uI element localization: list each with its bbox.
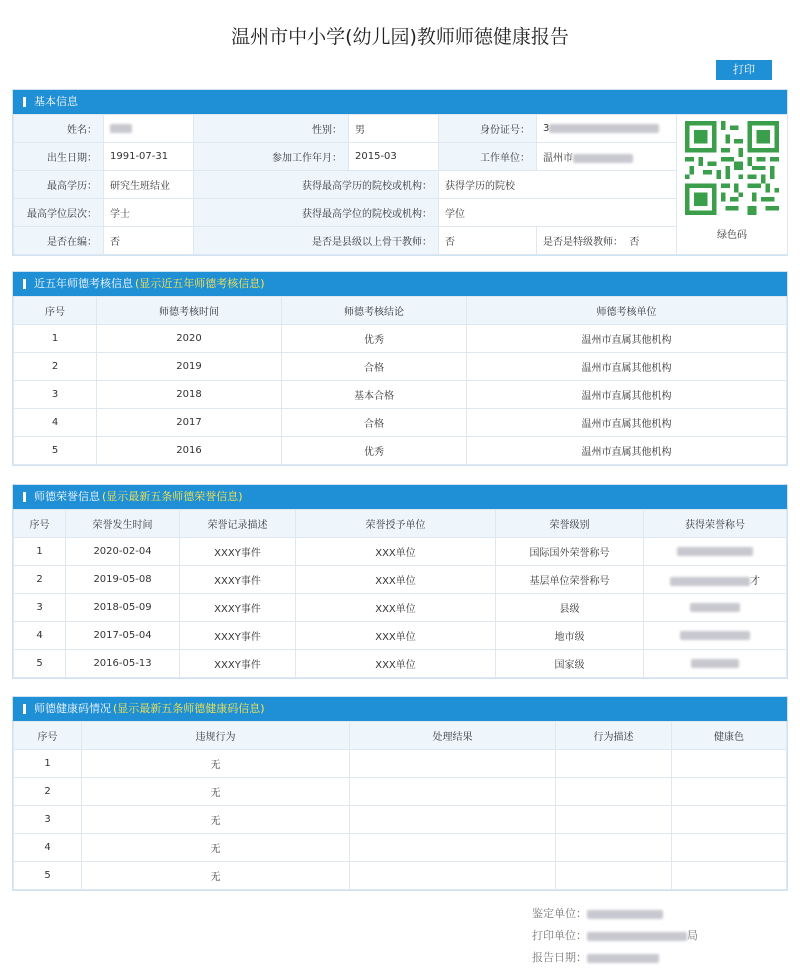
table-cell: XXX单位 — [296, 538, 496, 566]
table-cell — [350, 778, 556, 806]
edu-label: 最高学历： — [14, 171, 104, 199]
table-cell: 合格 — [282, 353, 467, 381]
birth-value: 1991-07-31 — [104, 143, 194, 171]
degree-school-value: 学位 — [439, 199, 677, 227]
table-row — [14, 381, 787, 409]
column-header: 健康色 — [672, 722, 787, 750]
table-cell: 优秀 — [282, 325, 467, 353]
table-row — [14, 778, 787, 806]
name-value — [104, 115, 194, 143]
table-cell: 国家级 — [496, 650, 644, 678]
table-cell: XXXY事件 — [180, 622, 296, 650]
report-footer — [532, 903, 698, 969]
health-hint: (显示最新五条师德健康码信息) — [113, 702, 265, 715]
table-cell: XXX单位 — [296, 622, 496, 650]
print-button[interactable]: 打印 — [716, 60, 772, 80]
table-row — [14, 622, 787, 650]
degree-label: 最高学位层次： — [14, 199, 104, 227]
section-marker-icon — [23, 704, 26, 714]
table-cell: 2 — [14, 353, 97, 381]
table-cell: XXXY事件 — [180, 566, 296, 594]
table-cell: 5 — [14, 650, 66, 678]
table-cell: 县级 — [496, 594, 644, 622]
table-row — [14, 594, 787, 622]
special-value: 否 — [629, 237, 640, 248]
honor-title-cell — [644, 566, 787, 594]
table-row — [14, 806, 787, 834]
table-cell: XXXY事件 — [180, 538, 296, 566]
qr-code-icon — [685, 121, 779, 215]
column-header: 行为描述 — [556, 722, 672, 750]
table-cell — [350, 834, 556, 862]
column-header: 师德考核结论 — [282, 297, 467, 325]
section-marker-icon — [23, 492, 26, 502]
table-cell: XXX单位 — [296, 594, 496, 622]
health-header — [13, 697, 787, 721]
column-header: 违规行为 — [82, 722, 350, 750]
table-row — [14, 325, 787, 353]
table-cell: 2018-05-09 — [66, 594, 180, 622]
basic-info-section — [12, 89, 788, 256]
table-cell: XXX单位 — [296, 650, 496, 678]
table-cell: XXXY事件 — [180, 650, 296, 678]
table-cell: 优秀 — [282, 437, 467, 465]
special-cell — [537, 227, 677, 255]
name-label: 姓名： — [14, 115, 104, 143]
column-header: 荣誉授予单位 — [296, 510, 496, 538]
print-unit-label: 打印单位： — [532, 929, 587, 942]
table-cell: 2 — [14, 778, 82, 806]
table-cell: 无 — [82, 750, 350, 778]
table-cell: 4 — [14, 409, 97, 437]
table-cell: 无 — [82, 806, 350, 834]
gender-value: 男 — [349, 115, 439, 143]
staff-label: 是否在编： — [14, 227, 104, 255]
basic-info-table — [13, 114, 788, 255]
qr-label: 绿色码 — [717, 230, 747, 241]
table-cell: 温州市直属其他机构 — [467, 437, 787, 465]
table-cell: 温州市直属其他机构 — [467, 353, 787, 381]
column-header: 荣誉级别 — [496, 510, 644, 538]
work-start-value: 2015-03 — [349, 143, 439, 171]
honor-title-cell — [644, 538, 787, 566]
column-header: 师德考核单位 — [467, 297, 787, 325]
health-table — [13, 721, 787, 890]
assessment-header — [13, 272, 787, 296]
table-row — [14, 650, 787, 678]
print-unit — [532, 925, 698, 947]
table-cell: 5 — [14, 862, 82, 890]
special-label: 是否是特级教师： — [543, 237, 623, 248]
table-cell: 4 — [14, 622, 66, 650]
section-marker-icon — [23, 279, 26, 289]
honor-title-cell — [644, 650, 787, 678]
table-cell — [672, 778, 787, 806]
column-header: 序号 — [14, 722, 82, 750]
table-cell — [672, 750, 787, 778]
table-row — [14, 566, 787, 594]
birth-label: 出生日期： — [14, 143, 104, 171]
table-cell — [556, 806, 672, 834]
qr-cell — [677, 115, 788, 255]
table-cell: 2018 — [97, 381, 282, 409]
backbone-value: 否 — [439, 227, 537, 255]
table-cell: 合格 — [282, 409, 467, 437]
table-row — [14, 409, 787, 437]
appraisal-label: 鉴定单位： — [532, 907, 587, 920]
table-row — [14, 750, 787, 778]
id-prefix: 3 — [543, 123, 550, 134]
table-row — [14, 538, 787, 566]
table-cell: 3 — [14, 806, 82, 834]
edu-school-value: 获得学历的院校 — [439, 171, 677, 199]
table-cell: 基层单位荣誉称号 — [496, 566, 644, 594]
column-header: 序号 — [14, 510, 66, 538]
basic-info-header — [13, 90, 787, 114]
table-cell: 3 — [14, 381, 97, 409]
table-cell — [672, 834, 787, 862]
table-cell: 1 — [14, 325, 97, 353]
table-cell: 温州市直属其他机构 — [467, 409, 787, 437]
table-cell — [350, 750, 556, 778]
table-cell: 1 — [14, 750, 82, 778]
unit-value — [537, 143, 677, 171]
assessment-title: 近五年师德考核信息 — [34, 277, 133, 290]
column-header: 序号 — [14, 297, 97, 325]
id-value — [537, 115, 677, 143]
table-cell — [556, 778, 672, 806]
honor-title-cell — [644, 622, 787, 650]
degree-school-label: 获得最高学位的院校或机构： — [194, 199, 439, 227]
id-label: 身份证号： — [439, 115, 537, 143]
table-cell: XXX单位 — [296, 566, 496, 594]
table-cell: 2016-05-13 — [66, 650, 180, 678]
section-marker-icon — [23, 97, 26, 107]
table-cell: 无 — [82, 862, 350, 890]
table-cell: 2016 — [97, 437, 282, 465]
honors-title: 师德荣誉信息 — [34, 490, 100, 503]
report-date-label: 报告日期： — [532, 951, 587, 964]
honor-title-cell — [644, 594, 787, 622]
assessment-table — [13, 296, 787, 465]
table-cell: 无 — [82, 778, 350, 806]
table-cell: 温州市直属其他机构 — [467, 325, 787, 353]
table-cell: 4 — [14, 834, 82, 862]
appraisal-unit — [532, 903, 698, 925]
table-cell — [350, 862, 556, 890]
table-cell — [556, 750, 672, 778]
edu-value: 研究生班结业 — [104, 171, 194, 199]
honor-title-suffix: 才 — [750, 576, 760, 587]
column-header: 获得荣誉称号 — [644, 510, 787, 538]
honors-section — [12, 484, 788, 679]
table-cell: 无 — [82, 834, 350, 862]
column-header: 荣誉记录描述 — [180, 510, 296, 538]
basic-info-title: 基本信息 — [34, 95, 78, 108]
table-cell — [556, 834, 672, 862]
table-cell — [350, 806, 556, 834]
table-cell: 2020-02-04 — [66, 538, 180, 566]
table-cell: 国际国外荣誉称号 — [496, 538, 644, 566]
table-cell: 基本合格 — [282, 381, 467, 409]
table-row — [14, 862, 787, 890]
honors-table — [13, 509, 787, 678]
table-row — [14, 437, 787, 465]
edu-school-label: 获得最高学历的院校或机构： — [194, 171, 439, 199]
honors-hint: (显示最新五条师德荣誉信息) — [102, 490, 243, 503]
backbone-label: 是否是县级以上骨干教师： — [194, 227, 439, 255]
table-cell: 2017 — [97, 409, 282, 437]
table-cell: 2019 — [97, 353, 282, 381]
table-cell: XXXY事件 — [180, 594, 296, 622]
table-cell: 1 — [14, 538, 66, 566]
health-section — [12, 696, 788, 891]
page-title: 温州市中小学(幼儿园)教师师德健康报告 — [231, 26, 569, 48]
table-row — [14, 834, 787, 862]
unit-prefix: 温州市 — [543, 153, 573, 164]
work-start-label: 参加工作年月： — [194, 143, 349, 171]
table-cell — [672, 862, 787, 890]
degree-value: 学士 — [104, 199, 194, 227]
table-row — [14, 353, 787, 381]
staff-value: 否 — [104, 227, 194, 255]
table-cell: 2019-05-08 — [66, 566, 180, 594]
table-cell: 2 — [14, 566, 66, 594]
table-cell: 温州市直属其他机构 — [467, 381, 787, 409]
column-header: 师德考核时间 — [97, 297, 282, 325]
column-header: 处理结果 — [350, 722, 556, 750]
table-cell — [556, 862, 672, 890]
table-cell: 3 — [14, 594, 66, 622]
table-cell: 地市级 — [496, 622, 644, 650]
print-unit-suffix: 局 — [687, 929, 698, 942]
gender-label: 性别： — [194, 115, 349, 143]
assessment-section — [12, 271, 788, 466]
unit-label: 工作单位： — [439, 143, 537, 171]
report-date — [532, 947, 698, 969]
health-title: 师德健康码情况 — [34, 702, 111, 715]
table-cell: 2020 — [97, 325, 282, 353]
table-cell: 5 — [14, 437, 97, 465]
column-header: 荣誉发生时间 — [66, 510, 180, 538]
honors-header — [13, 485, 787, 509]
table-cell: 2017-05-04 — [66, 622, 180, 650]
table-cell — [672, 806, 787, 834]
assessment-hint: (显示近五年师德考核信息) — [135, 277, 265, 290]
